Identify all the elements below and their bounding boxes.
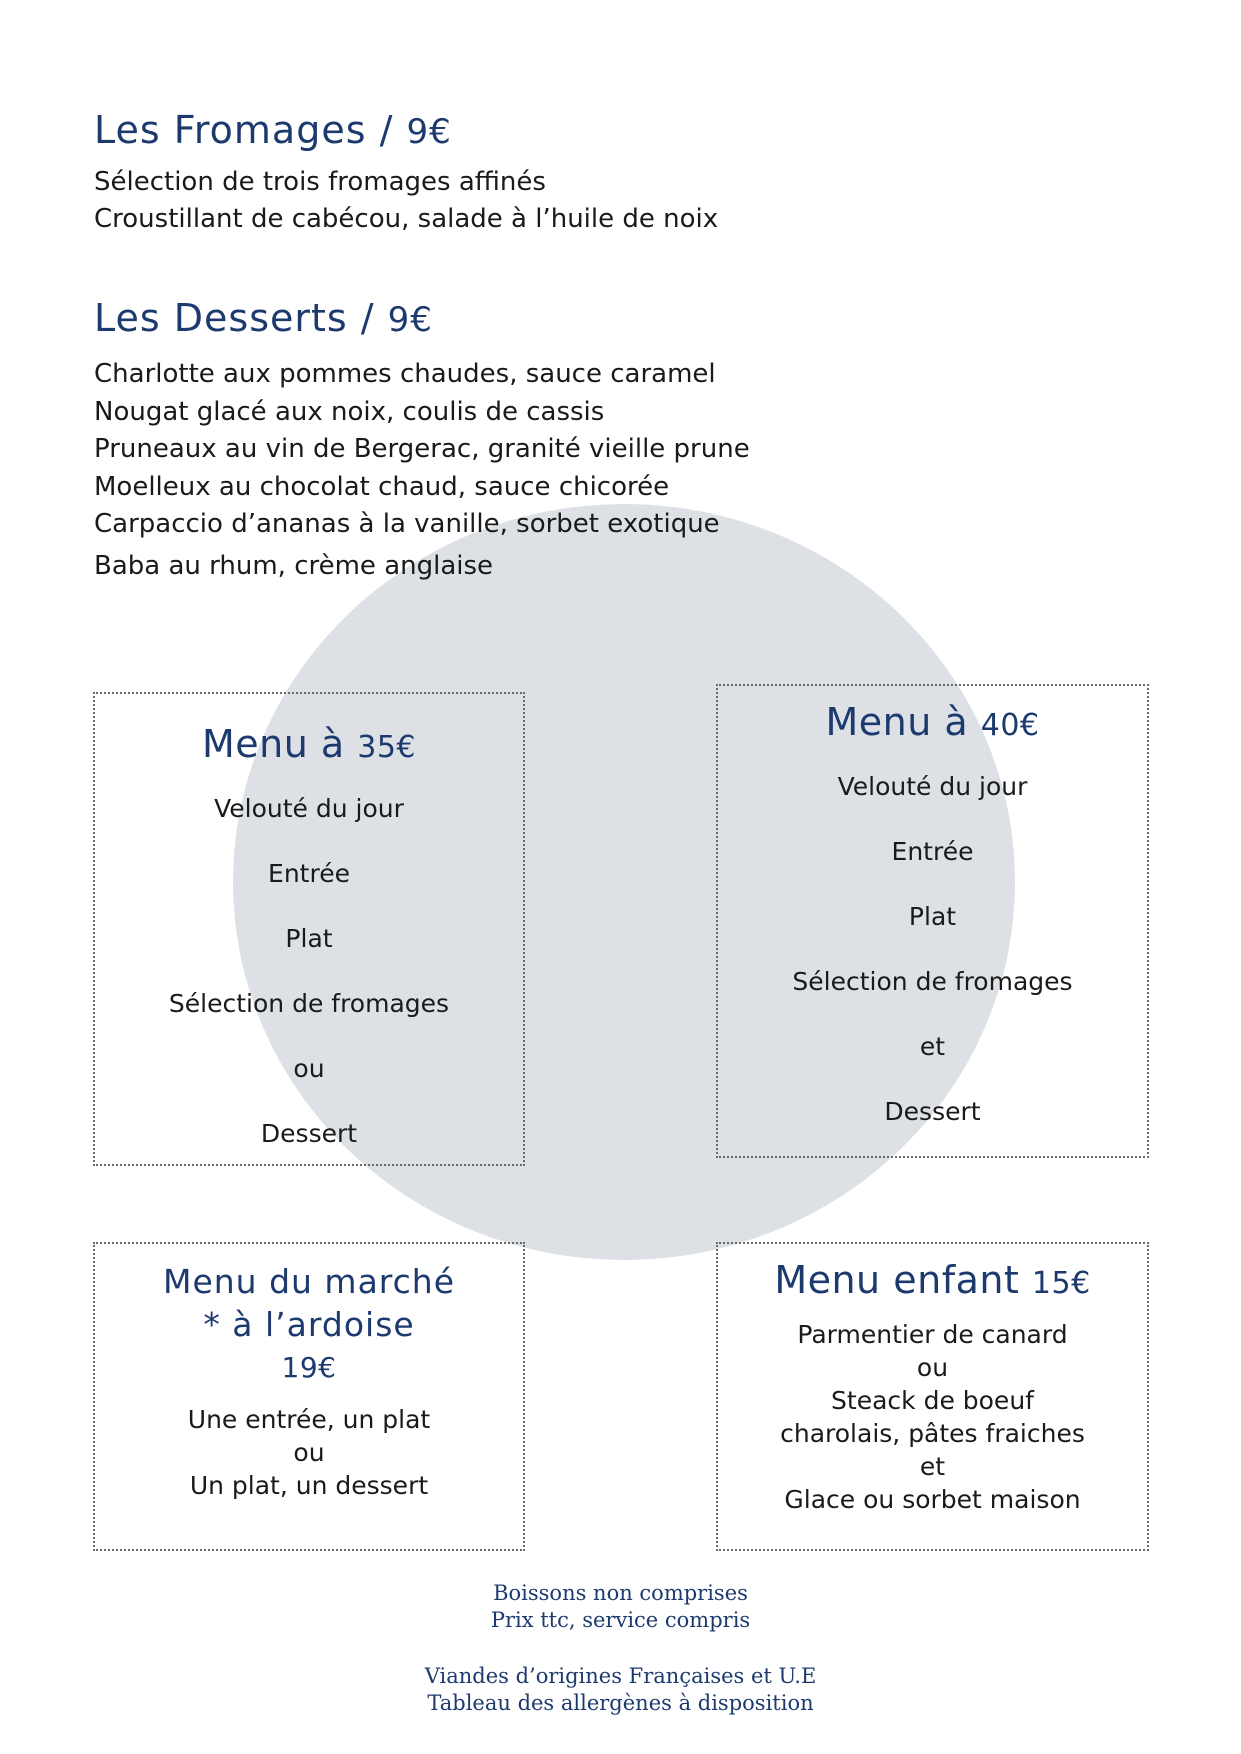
fromages-title bbox=[94, 108, 452, 152]
menu-line: Glace ou sorbet maison bbox=[784, 1485, 1081, 1514]
menu-enfant-title bbox=[718, 1258, 1147, 1302]
menu-line: Velouté du jour bbox=[214, 794, 404, 823]
menu-line: Entrée bbox=[268, 859, 350, 888]
list-item: Nougat glacé aux noix, coulis de cassis bbox=[94, 396, 605, 427]
menu-enfant-title-text: Menu enfant bbox=[774, 1258, 1032, 1302]
menu-line: Une entrée, un plat bbox=[187, 1405, 431, 1434]
menu-enfant-box bbox=[716, 1242, 1149, 1551]
menu-marche-box bbox=[93, 1242, 525, 1551]
menu-line: Steack de boeuf bbox=[831, 1386, 1034, 1415]
desserts-price: 9€ bbox=[387, 300, 433, 340]
list-item: Moelleux au chocolat chaud, sauce chicorée bbox=[94, 471, 670, 502]
list-item: Pruneaux au vin de Bergerac, granité vieille prune bbox=[94, 434, 750, 464]
fromages-price: 9€ bbox=[406, 112, 452, 152]
menu-40-price: 40€ bbox=[980, 708, 1040, 743]
list-item: Croustillant de cabécou, salade à l’huile de noix bbox=[94, 204, 719, 234]
menu-marche-heading bbox=[95, 1260, 523, 1389]
menu-line: Entrée bbox=[891, 837, 974, 866]
menu-enfant-lines bbox=[718, 1318, 1147, 1516]
menu-line: Sélection de fromages bbox=[792, 967, 1073, 996]
menu-35-price: 35€ bbox=[357, 730, 417, 765]
footer-line: Prix ttc, service compris bbox=[490, 1608, 751, 1632]
menu-line: Un plat, un dessert bbox=[189, 1471, 429, 1500]
menu-line: et bbox=[919, 1032, 946, 1061]
list-item: Baba au rhum, crème anglaise bbox=[94, 550, 494, 581]
footer-drinks bbox=[0, 1580, 1241, 1634]
footer-line: Viandes d’origines Françaises et U.E bbox=[424, 1664, 817, 1688]
menu-line: Plat bbox=[908, 902, 957, 931]
menu-40-box bbox=[716, 684, 1149, 1158]
menu-40-title bbox=[718, 700, 1147, 744]
menu-line: Parmentier de canard bbox=[797, 1320, 1068, 1349]
menu-line: Dessert bbox=[884, 1097, 981, 1126]
footer-line: Boissons non comprises bbox=[493, 1581, 748, 1605]
list-item: Charlotte aux pommes chaudes, sauce caramel bbox=[94, 359, 716, 389]
fromages-list bbox=[94, 164, 718, 238]
menu-line: Sélection de fromages bbox=[168, 989, 450, 1018]
menu-line: charolais, pâtes fraiches bbox=[780, 1419, 1085, 1448]
menu-marche-price: 19€ bbox=[281, 1351, 337, 1384]
menu-line: ou bbox=[916, 1353, 949, 1382]
menu-35-lines bbox=[95, 776, 523, 1166]
menu-35-title-text: Menu à bbox=[201, 722, 358, 766]
menu-marche-subtitle: * à l’ardoise bbox=[203, 1305, 415, 1344]
list-item: Sélection de trois fromages affinés bbox=[94, 167, 546, 197]
menu-line: et bbox=[919, 1452, 946, 1481]
desserts-title-text: Les Desserts / bbox=[94, 296, 388, 340]
menu-40-title-text: Menu à bbox=[825, 700, 981, 744]
footer-origins bbox=[0, 1663, 1241, 1717]
footer-line: Tableau des allergènes à disposition bbox=[427, 1691, 814, 1715]
menu-line: ou bbox=[293, 1438, 325, 1467]
list-item: Carpaccio d’ananas à la vanille, sorbet exotique bbox=[94, 509, 720, 539]
menu-40-lines bbox=[718, 754, 1147, 1144]
menu-marche-title: Menu du marché bbox=[162, 1262, 456, 1301]
menu-35-title bbox=[95, 722, 523, 766]
menu-line: ou bbox=[293, 1054, 325, 1083]
fromages-title-text: Les Fromages / bbox=[94, 108, 407, 152]
desserts-title bbox=[94, 296, 433, 340]
desserts-list bbox=[94, 356, 750, 585]
menu-marche-lines bbox=[95, 1403, 523, 1502]
menu-enfant-price: 15€ bbox=[1031, 1266, 1091, 1301]
menu-line: Dessert bbox=[260, 1119, 358, 1148]
menu-line: Plat bbox=[285, 924, 333, 953]
menu-line: Velouté du jour bbox=[837, 772, 1028, 801]
menu-35-box bbox=[93, 692, 525, 1166]
